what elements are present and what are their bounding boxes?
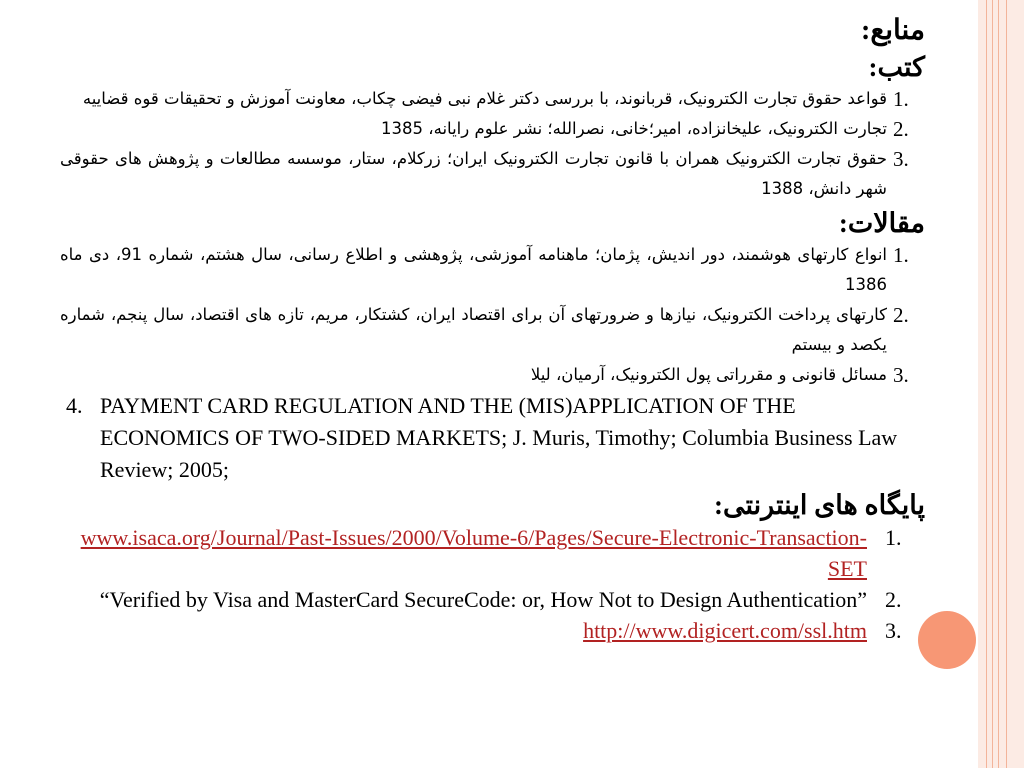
digicert-link[interactable]: http://www.digicert.com/ssl.htm	[583, 618, 867, 643]
item-number: 2.	[893, 117, 909, 141]
item-number: 3.	[893, 147, 909, 171]
slide-content	[60, 12, 925, 762]
list-item	[60, 522, 925, 584]
item-text: قواعد حقوق تجارت الکترونیک، قربانوند، با بررسی دکتر غلام نبی فیضی چکاب، معاونت آموزش و تحقیقات قوه قضاییه	[82, 89, 887, 108]
item-number: 3.	[885, 618, 902, 643]
list-item	[60, 114, 925, 144]
books-list	[60, 84, 925, 204]
item-text: مسائل قانونی و مقرراتی پول الکترونیک، آرمیان، لیلا	[530, 365, 887, 384]
item-number: 1.	[885, 525, 902, 550]
item-text: PAYMENT CARD REGULATION AND THE (MIS)APPLICATION OF THE ECONOMICS OF TWO-SIDED MARKETS; J. Muris, Timothy; Columbia Business Law Review; 2005;	[100, 393, 898, 482]
border-line	[986, 0, 987, 768]
page-title: منابع:	[861, 15, 925, 46]
item-number: 3.	[893, 363, 909, 387]
item-number: 1.	[893, 87, 909, 111]
decorative-circle	[918, 611, 976, 669]
decorative-right-border	[978, 0, 1024, 768]
item-number: 1.	[893, 243, 909, 267]
list-item-english	[60, 390, 925, 486]
item-number: 4.	[66, 393, 83, 418]
list-item	[60, 300, 925, 360]
list-item	[60, 240, 925, 300]
list-item	[60, 360, 925, 390]
list-item	[60, 144, 925, 204]
websites-heading: پایگاه های اینترنتی:	[713, 490, 925, 520]
item-text: انواع کارتهای هوشمند، دور اندیش، پژمان؛ ماهنامه آموزشی، پژوهشی و اطلاع رسانی، سال هشتم، شماره 91، دی ماه 1386	[60, 245, 887, 294]
list-item	[60, 84, 925, 114]
isaca-link[interactable]: www.isaca.org/Journal/Past-Issues/2000/Volume-6/Pages/Secure-Electronic-Transaction-SET	[80, 525, 867, 581]
websites-list	[60, 522, 925, 646]
item-text: “Verified by Visa and MasterCard SecureCode: or, How Not to Design Authentication”	[99, 587, 867, 612]
border-line	[998, 0, 999, 768]
item-number: 2.	[893, 303, 909, 327]
articles-list	[60, 240, 925, 486]
articles-heading: مقالات:	[838, 208, 925, 238]
item-text: تجارت الکترونیک، علیخانزاده، امیر؛خانی، نصرالله؛ نشر علوم رایانه، 1385	[381, 119, 887, 138]
books-heading: کتب:	[868, 52, 925, 82]
item-number: 2.	[885, 587, 902, 612]
item-text: حقوق تجارت الکترونیک همران با قانون تجارت الکترونیک ایران؛ زرکلام، ستار، موسسه مطالعات و پژوهش های حقوقی شهر دانش، 1388	[60, 149, 887, 198]
border-line	[1006, 0, 1007, 768]
border-line	[992, 0, 993, 768]
list-item	[60, 615, 925, 646]
list-item	[60, 584, 925, 615]
item-text: کارتهای پرداخت الکترونیک، نیازها و ضرورتهای آن برای اقتصاد ایران، کشتکار، مریم، تازه های اقتصاد، سال پنجم، شماره یکصد و بیستم	[60, 305, 887, 354]
